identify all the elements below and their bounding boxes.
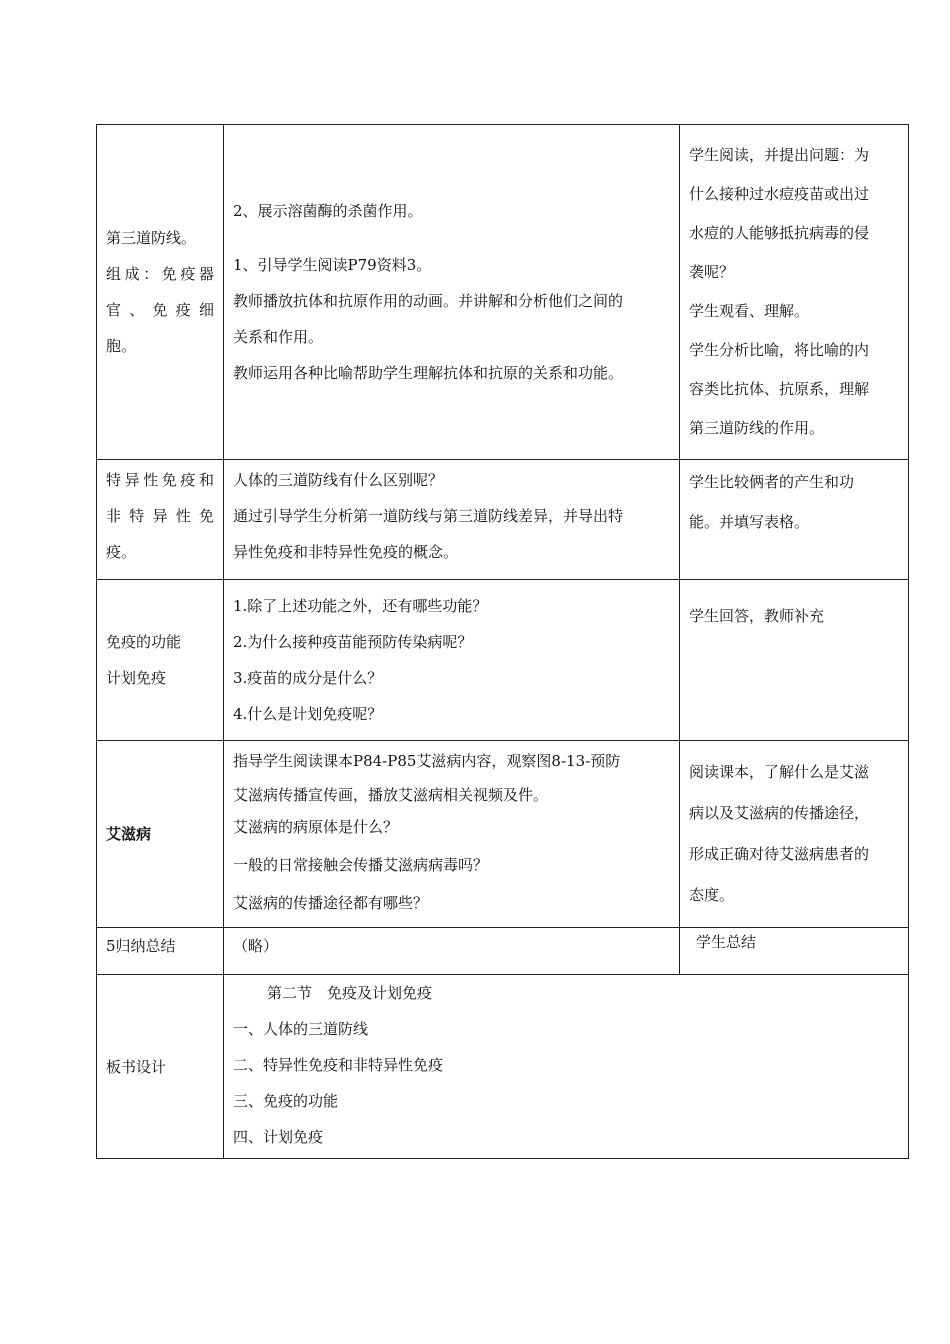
topic-line: 特异性免疫和 (106, 471, 214, 489)
teacher-activity-cell (224, 928, 680, 975)
board-label: 板书设计 (106, 1057, 167, 1076)
table-row (97, 975, 909, 1159)
topic-line: 计划免疫 (106, 669, 167, 687)
teacher-line: 艾滋病的病原体是什么？ (233, 818, 399, 836)
student-line: 袭呢？ (689, 263, 735, 281)
student-activity-cell (680, 125, 909, 460)
topic-cell (97, 741, 224, 928)
teacher-line: 4.什么是计划免疫呢？ (233, 705, 383, 723)
student-line: 学生总结 (696, 933, 757, 951)
student-line: 第三道防线的作用。 (689, 419, 825, 437)
teacher-line: 人体的三道防线有什么区别呢？ (233, 471, 444, 489)
topic-line: 第三道防线。 (106, 229, 197, 247)
teacher-line: 1.除了上述功能之外，还有哪些功能？ (233, 597, 488, 615)
student-line: 形成正确对待艾滋病患者的 (689, 845, 870, 863)
teacher-line: 2、展示溶菌酶的杀菌作用。 (233, 202, 423, 220)
topic-line: 免疫的功能 (106, 633, 182, 651)
topic-line: 组成：免疫器 (106, 265, 214, 283)
table-row (97, 928, 909, 975)
topic-cell (97, 580, 224, 741)
board-content-cell (224, 975, 909, 1159)
student-line: 态度。 (689, 886, 735, 904)
board-line: 四、计划免疫 (233, 1128, 324, 1146)
topic-cell (97, 460, 224, 580)
teacher-line: 艾滋病的传播途径都有哪些？ (233, 894, 429, 912)
teacher-line: 指导学生阅读课本P84-P85艾滋病内容，观察图8-13-预防 (233, 752, 621, 770)
student-activity-cell (680, 741, 909, 928)
student-activity-cell (680, 928, 909, 975)
board-line: 一、人体的三道防线 (233, 1020, 369, 1038)
topic-cell (97, 125, 224, 460)
board-line: 第二节 免疫及计划免疫 (267, 984, 433, 1002)
table-row (97, 460, 909, 580)
teacher-activity-cell (224, 741, 680, 928)
topic-line: 非 特 异 性 免 (106, 507, 214, 525)
teacher-line: （略） (233, 937, 279, 955)
student-line: 学生比较俩者的产生和功 (689, 473, 855, 491)
student-line: 能。并填写表格。 (689, 513, 810, 531)
student-activity-cell (680, 460, 909, 580)
teacher-line: 艾滋病传播宣传画，播放艾滋病相关视频及件。 (233, 786, 549, 804)
student-line: 学生回答，教师补充 (689, 607, 825, 625)
topic-line: 疫。 (106, 543, 137, 561)
student-line: 学生阅读，并提出问题：为 (689, 146, 870, 164)
student-line: 学生分析比喻，将比喻的内 (689, 341, 870, 359)
teacher-activity-cell (224, 125, 680, 460)
topic-line: 胞。 (106, 337, 137, 355)
student-line: 阅读课本，了解什么是艾滋 (689, 763, 870, 781)
teacher-activity-cell (224, 580, 680, 741)
teacher-activity-cell (224, 460, 680, 580)
teacher-line: 教师播放抗体和抗原作用的动画。并讲解和分析他们之间的 (233, 292, 624, 310)
board-line: 二、特异性免疫和非特异性免疫 (233, 1056, 444, 1074)
topic-line: 5归纳总结 (106, 937, 176, 955)
student-line: 学生观看、理解。 (689, 302, 810, 320)
teacher-line: 3.疫苗的成分是什么？ (233, 669, 383, 687)
student-line: 水痘的人能够抵抗病毒的侵 (689, 224, 870, 242)
teacher-line: 关系和作用。 (233, 328, 324, 346)
teacher-line: 教师运用各种比喻帮助学生理解抗体和抗原的关系和功能。 (233, 364, 624, 382)
table-row (97, 741, 909, 928)
lesson-table (96, 124, 909, 1159)
table-row (97, 125, 909, 460)
topic-line: 艾滋病 (106, 825, 152, 843)
board-line: 三、免疫的功能 (233, 1092, 339, 1110)
teacher-line: 通过引导学生分析第一道防线与第三道防线差异，并导出特 (233, 507, 624, 525)
student-line: 什么接种过水痘疫苗或出过 (689, 185, 870, 203)
table-row (97, 580, 909, 741)
teacher-line: 异性免疫和非特异性免疫的概念。 (233, 543, 459, 561)
teacher-line: 一般的日常接触会传播艾滋病病毒吗？ (233, 856, 489, 874)
topic-line: 官 、 免 疫 细 (106, 301, 214, 319)
teacher-line: 1、引导学生阅读P79资料3。 (233, 256, 432, 274)
board-label-cell (97, 975, 224, 1159)
topic-cell (97, 928, 224, 975)
student-activity-cell (680, 580, 909, 741)
student-line: 容类比抗体、抗原系，理解 (689, 380, 870, 398)
student-line: 病以及艾滋病的传播途径， (689, 804, 870, 822)
teacher-line: 2.为什么接种疫苗能预防传染病呢？ (233, 633, 473, 651)
